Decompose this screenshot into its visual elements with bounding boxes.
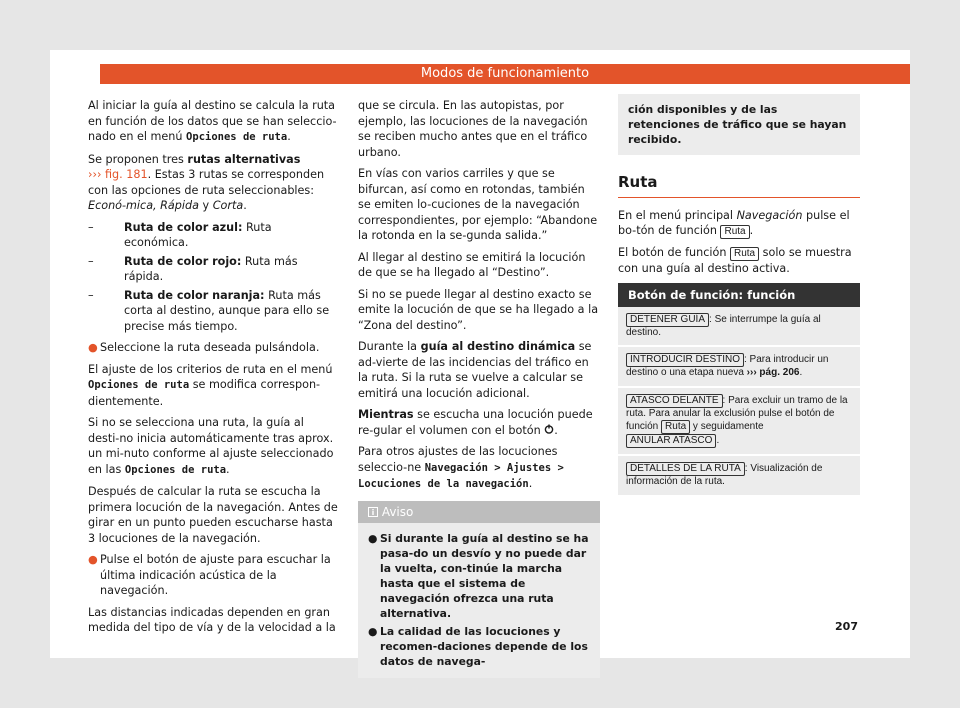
table-row: DETALLES DE LA RUTA : Visualización de información de la ruta.: [618, 456, 860, 497]
table-header: Botón de función: función: [618, 283, 860, 307]
info-icon: [368, 505, 378, 519]
instruction-bullet: ● Pulse el botón de ajuste para escuchar la última indicación acústica de la navegación.: [88, 553, 331, 597]
paragraph: [88, 98, 338, 146]
function-key: Ruta: [730, 247, 759, 261]
text: y: [198, 199, 213, 212]
table-row: DETENER GUÍA : Se interrumpe la guía al destino.: [618, 307, 860, 348]
list-item: ● La calidad de las locuciones y recomen-daciones depende de los datos de navega-: [368, 624, 588, 668]
paragraph: Si no se selecciona una ruta, la guía al desti-no inicia automáticamente tras aprox. un mi-nuto conforme al ajuste seleccionado en las Opciones de ruta.: [88, 416, 334, 476]
page-number: 207: [835, 620, 858, 633]
paragraph: que se circula. En las autopistas, por ejemplo, las locuciones de la navegación se reciben mucho antes que en el tráfico urbano.: [358, 99, 588, 159]
section-title: Ruta: [618, 175, 860, 198]
instruction-bullet: ● Seleccione la ruta deseada pulsándola.: [88, 341, 320, 354]
text: .: [287, 130, 291, 143]
menu-name: Opciones de ruta: [186, 131, 288, 143]
paragraph: Para otros ajustes de las locuciones seleccio-ne Navegación > Ajustes > Locuciones de la navegación.: [358, 445, 564, 490]
function-key: Ruta: [720, 225, 749, 239]
paragraph: El botón de función Ruta solo se muestra con una guía al destino activa.: [618, 246, 852, 275]
list-item: – Ruta de color azul: Ruta económica.: [88, 220, 272, 249]
section-header: Modos de funcionamiento: [100, 64, 910, 84]
page: [50, 50, 910, 668]
route-color-list: [88, 220, 338, 335]
notice-continuation: ción disponibles y de las retenciones de tráfico que se hayan recibido.: [618, 94, 860, 155]
table-row: ATASCO DELANTE : Para excluir un tramo de la ruta. Para anular la exclusión pulse el botón de función Ruta y seguidamente ANULAR ATASCO .: [618, 388, 860, 457]
paragraph: Las distancias indicadas dependen en gran medida del tipo de vía y de la velocidad a la: [88, 605, 336, 634]
column-1: [88, 98, 338, 642]
text: . Estas 3 rutas se corresponden con las opciones de ruta seleccionables:: [88, 168, 325, 197]
paragraph: Si no se puede llegar al destino exacto se emite la locución de que se ha llegado a la “Zona del destino”.: [358, 287, 599, 332]
notice-header: [358, 501, 600, 523]
paragraph: En el menú principal Navegación pulse el bo-tón de función Ruta .: [618, 208, 850, 237]
table-row: INTRODUCIR DESTINO : Para introducir un destino o una etapa nueva ››› pág. 206.: [618, 347, 860, 388]
paragraph: Después de calcular la ruta se escucha la primera locución de la navegación. Antes de girar en un punto pueden escucharse hasta 3 locuciones de la navegación.: [88, 485, 338, 545]
column-3: [618, 98, 860, 497]
paragraph: El ajuste de los criterios de ruta en el menú Opciones de ruta se modifica correspon-dientemente.: [88, 362, 333, 408]
paragraph: Durante la guía al destino dinámica se ad-vierte de las incidencias del tráfico en la ruta. Si la ruta se vuelve a calcular se emitirá una locución adicional.: [358, 340, 592, 400]
paragraph: En vías con varios carriles y que se bifurcan, así como en rotondas, también se emiten lo-cuciones de la navegación correspondientes, por ejemplo: “Abandone la rotonda en la se-gunda salida.”: [358, 167, 598, 242]
italic-text: Corta: [212, 199, 244, 212]
volume-knob-icon: [544, 424, 554, 437]
list-item: ● Si durante la guía al destino se ha pasa-do un desvío y no puede dar la vuelta, con-tinúe la marcha hasta que el sistema de navegación ofrezca una ruta alternativa.: [368, 531, 589, 620]
text: Se proponen tres: [88, 152, 188, 166]
notice-title: Aviso: [381, 504, 414, 519]
notice-box: [358, 501, 600, 678]
paragraph: Al llegar al destino se emitirá la locución de que se ha llegado al “Destino”.: [358, 250, 586, 279]
column-2: [358, 98, 600, 678]
paragraph: [88, 152, 338, 214]
italic-text: Econó-mica, Rápida: [88, 199, 199, 212]
list-item: – Ruta de color naranja: Ruta más corta al destino, aunque para ello se precise más tiempo.: [88, 288, 330, 333]
notice-body: [358, 523, 600, 678]
text: Al iniciar la guía al destino se calcula la ruta en función de los datos que se han seleccio-nado en el menú: [88, 99, 337, 143]
text: .: [243, 199, 247, 212]
figure-link[interactable]: ››› fig. 181: [88, 168, 148, 181]
paragraph: Mientras se escucha una locución puede re-gular el volumen con el botón .: [358, 408, 593, 437]
list-item: – Ruta de color rojo: Ruta más rápida.: [88, 254, 298, 283]
bold-text: rutas alternativas: [187, 152, 301, 166]
